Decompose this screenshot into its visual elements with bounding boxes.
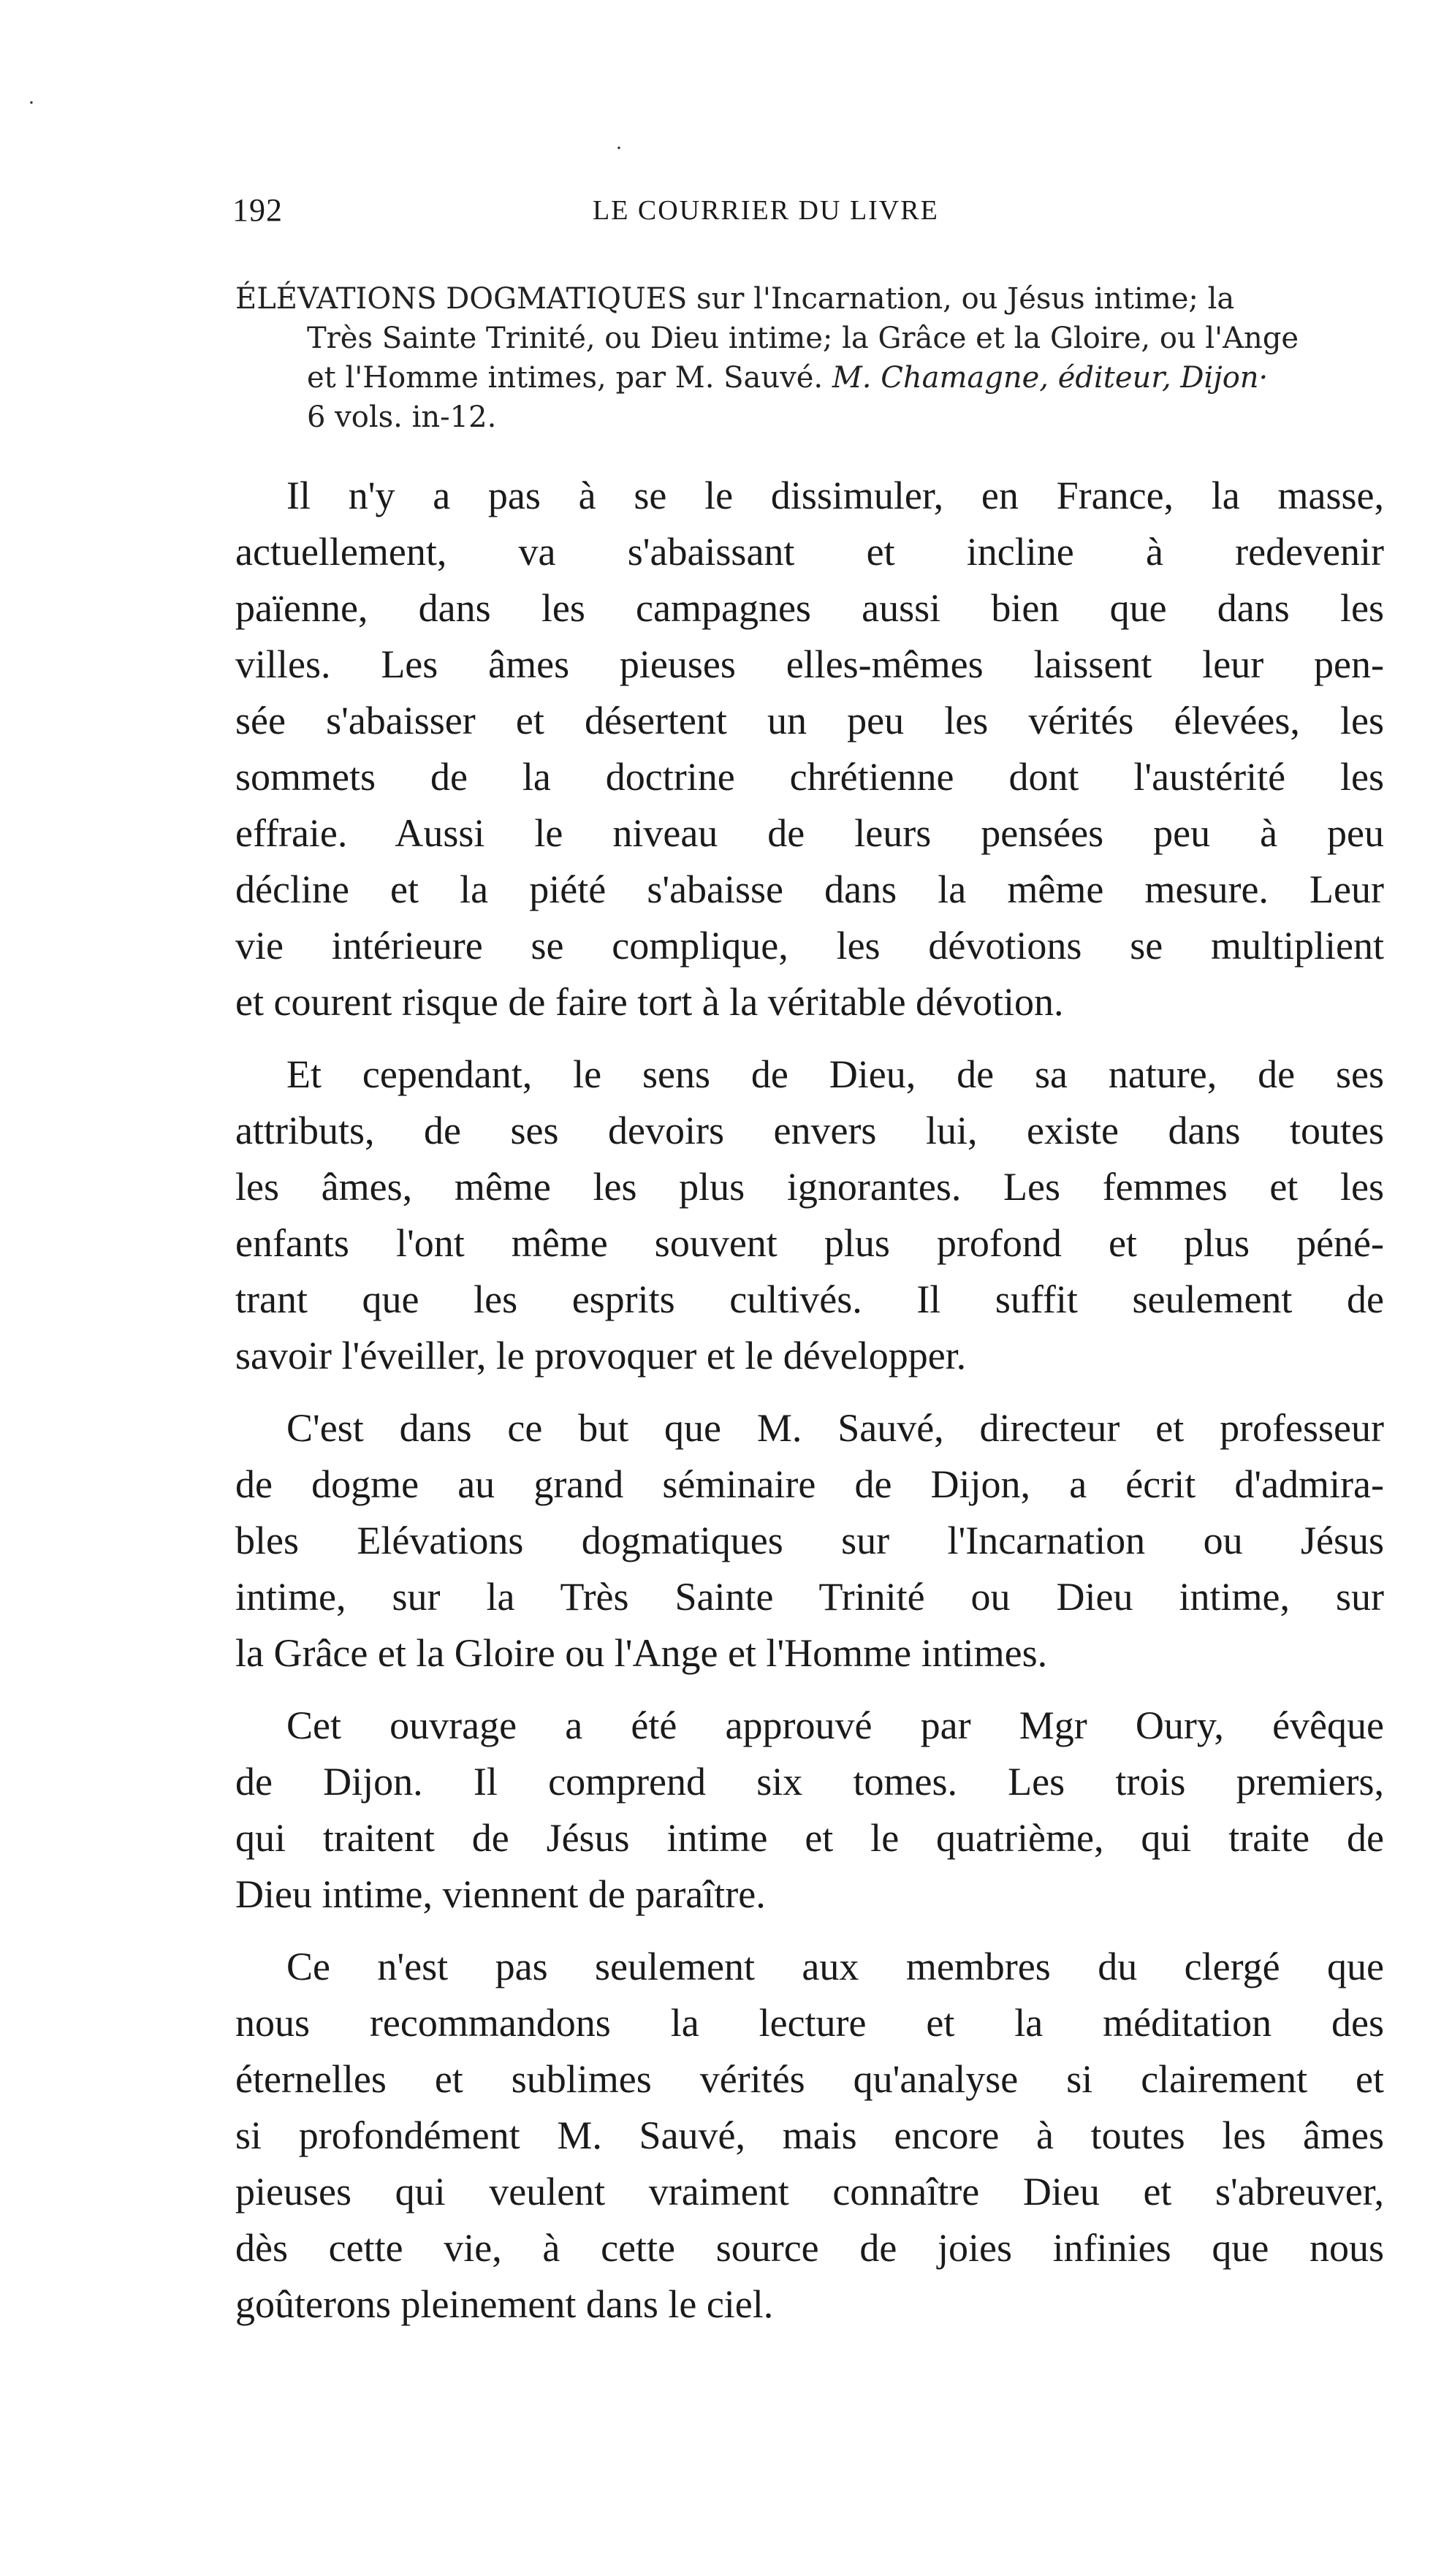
text-line: pieuses qui veulent vraiment connaître Dieu et s'abreuver, (235, 2170, 1384, 2214)
text-line: et courent risque de faire tort à la véritable dévotion. (235, 980, 1064, 1024)
text-line: Dieu intime, viennent de paraître. (235, 1872, 766, 1916)
text-line: sommets de la doctrine chrétienne dont l'austérité les (235, 755, 1384, 799)
text-line: enfants l'ont même souvent plus profond et plus péné- (235, 1221, 1384, 1265)
text-line: les âmes, même les plus ignorantes. Les femmes et les (235, 1165, 1384, 1209)
text-line: sée s'abaisser et désertent un peu les vérités élevées, les (235, 699, 1384, 742)
bib-line-4: 6 vols. in-12. (307, 400, 497, 434)
running-title: LE COURRIER DU LIVRE (593, 195, 939, 226)
bib-line-3-text: et l'Homme intimes, par M. Sauvé. (307, 361, 824, 395)
bib-line-2: Très Sainte Trinité, ou Dieu intime; la Grâce et la Gloire, ou l'Ange (307, 322, 1299, 355)
stray-mark-dot: · (615, 136, 623, 160)
text-line: décline et la piété s'abaisse dans la même mesure. Leur (235, 867, 1384, 911)
text-line: de dogme au grand séminaire de Dijon, a écrit d'admira- (235, 1462, 1384, 1506)
bibliographic-entry (235, 279, 1384, 437)
text-line: effraie. Aussi le niveau de leurs pensées peu à peu (235, 811, 1384, 855)
text-line: attributs, de ses devoirs envers lui, existe dans toutes (235, 1109, 1384, 1152)
text-line: vie intérieure se complique, les dévotions se multiplient (235, 924, 1384, 968)
text-line: actuellement, va s'abaissant et incline à redevenir (235, 530, 1384, 574)
paragraph-4 (235, 1698, 1384, 1923)
paragraph-3 (235, 1400, 1384, 1682)
text-line: Cet ouvrage a été approuvé par Mgr Oury, évêque (286, 1703, 1384, 1747)
text-line: si profondément M. Sauvé, mais encore à toutes les âmes (235, 2113, 1384, 2157)
text-line: goûterons pleinement dans le ciel. (235, 2282, 774, 2326)
text-line: bles Elévations dogmatiques sur l'Incarnation ou Jésus (235, 1519, 1384, 1562)
text-line: de Dijon. Il comprend six tomes. Les trois premiers, (235, 1760, 1384, 1804)
text-line: païenne, dans les campagnes aussi bien que dans les (235, 586, 1384, 630)
stray-mark-dot: · (28, 91, 35, 115)
text-line: villes. Les âmes pieuses elles-mêmes laissent leur pen- (235, 642, 1384, 686)
text-line: Ce n'est pas seulement aux membres du clergé que (286, 1945, 1384, 1988)
text-line: Il n'y a pas à se le dissimuler, en France, la masse, (286, 474, 1384, 517)
text-line: la Grâce et la Gloire ou l'Ange et l'Homme intimes. (235, 1631, 1048, 1675)
text-line: intime, sur la Très Sainte Trinité ou Dieu intime, sur (235, 1575, 1384, 1619)
paragraph-5 (235, 1939, 1384, 2333)
bib-line-1: ÉLÉVATIONS DOGMATIQUES sur l'Incarnation, ou Jésus intime; la (235, 282, 1235, 316)
paragraph-1 (235, 468, 1384, 1030)
text-line: savoir l'éveiller, le provoquer et le développer. (235, 1334, 967, 1378)
text-line: dès cette vie, à cette source de joies infinies que nous (235, 2226, 1384, 2270)
text-line: qui traitent de Jésus intime et le quatrième, qui traite de (235, 1816, 1384, 1860)
text-line: Et cependant, le sens de Dieu, de sa nature, de ses (286, 1052, 1384, 1096)
text-line: trant que les esprits cultivés. Il suffit seulement de (235, 1277, 1384, 1321)
text-line: nous recommandons la lecture et la méditation des (235, 2001, 1384, 2045)
review-body (235, 468, 1384, 2349)
bib-line-3 (235, 358, 1384, 398)
page-number: 192 (232, 192, 283, 228)
paragraph-2 (235, 1046, 1384, 1384)
bib-publisher: M. Chamagne, éditeur, Dijon· (832, 361, 1269, 395)
text-line: C'est dans ce but que M. Sauvé, directeur et professeur (286, 1406, 1384, 1450)
page-header (232, 191, 1051, 235)
text-line: éternelles et sublimes vérités qu'analyse si clairement et (235, 2057, 1384, 2101)
